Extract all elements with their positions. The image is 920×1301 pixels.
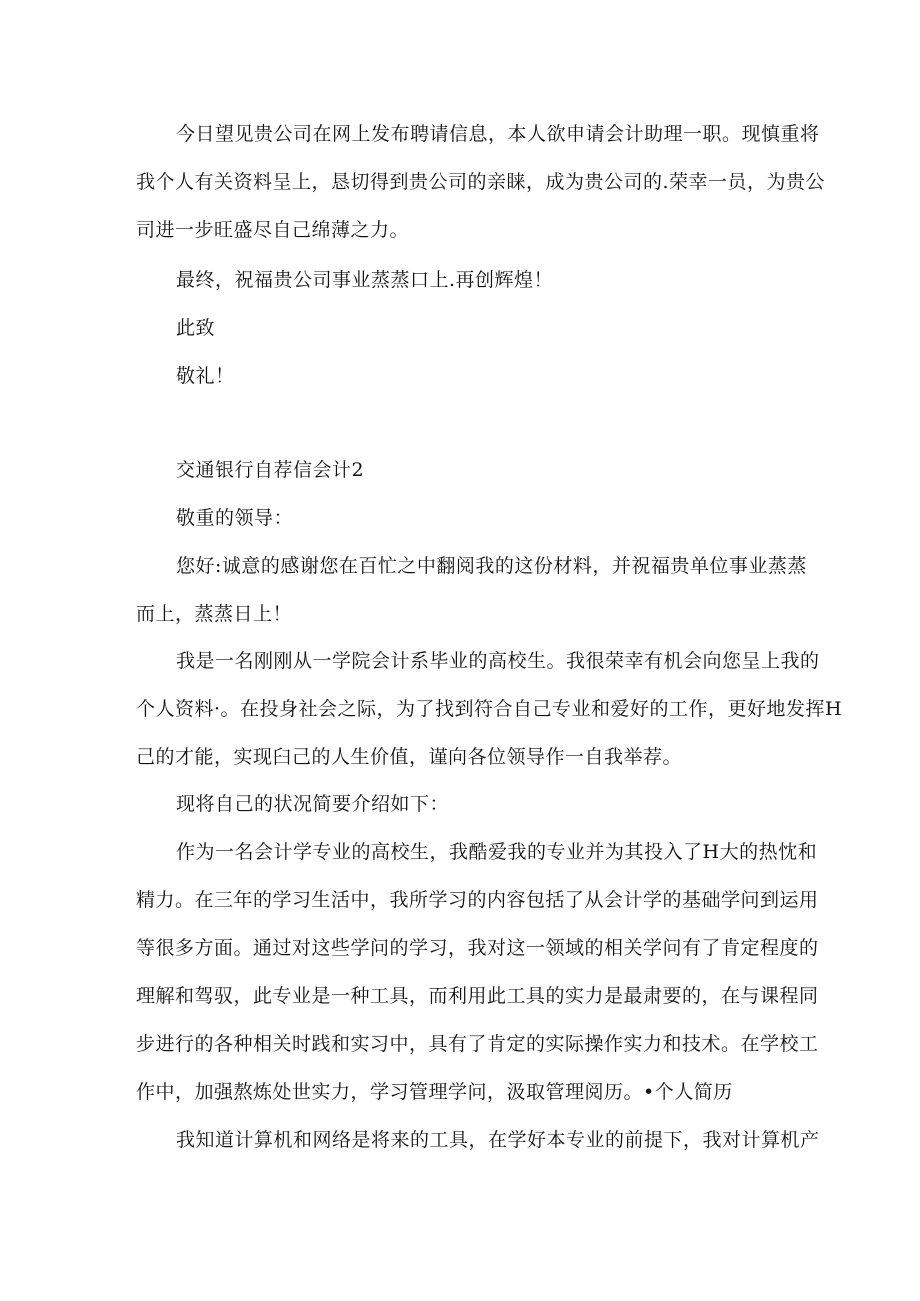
text-line: 个人资料·。在投身社会之际，为了找到符合自己专业和爱好的工作，更好地发挥H	[136, 698, 843, 720]
text-line: 作中，加强熬炼处世实力，学习管理学问，汲取管理阅历。•个人简历	[136, 1081, 733, 1103]
text-line: 作为一名会计学专业的高校生，我酷爱我的专业并为其投入了H大的热忱和	[176, 841, 818, 863]
text-line: 己的才能，实现臼己的人生价值，谨向各位领导作一自我举荐。	[136, 746, 683, 768]
text-line: 我个人有关资料呈上，恳切得到贵公司的亲睐，成为贵公司的.荣幸一员，为贵公	[136, 171, 826, 193]
paragraph-situation-intro: 现将自己的状况简要介绍如下：	[176, 793, 450, 815]
greeting: 敬重的领导：	[176, 507, 294, 529]
closing-wish: 最终，祝福贵公司事业蒸蒸口上.再创辉煌！	[176, 269, 554, 291]
text-line: 我知道计算机和网络是将来的工具，在学好本专业的前提下，我对计算机产	[176, 1129, 820, 1151]
text-line: 等很多方面。通过对这些学问的学习，我对这一领域的相关学问有了肯定程度的	[136, 937, 819, 959]
text-line: 我是一名刚刚从一学院会计系毕业的高校生。我很荣幸有机会向您呈上我的	[176, 650, 820, 672]
text-line: 司进一步旺盛尽自己绵薄之力。	[136, 219, 410, 241]
paragraph-computer-skills	[136, 1116, 820, 1164]
paragraph-self-introduction	[136, 637, 843, 781]
paragraph-studies	[136, 828, 819, 1116]
section-title: 交通银行自荐信会计2	[176, 459, 365, 481]
text-line: 步进行的各种相关时践和实习中，具有了肯定的实际操作实力和技术。在学校工	[136, 1033, 819, 1055]
text-line: 今日望见贵公司在网上发布聘请信息，本人欲申请会计助理一职。现慎重将	[176, 123, 820, 145]
paragraph-application-intent	[136, 110, 826, 254]
text-line: 精力。在三年的学习生活中，我所学习的内容包括了从会计学的基础学问到运用	[136, 889, 819, 911]
salutation-jingli: 敬礼！	[176, 365, 235, 387]
salutation-cizhi: 此致	[176, 317, 216, 339]
text-line: 而上，蒸蒸日上！	[136, 603, 293, 625]
text-line: 理解和驾驭，此专业是一种工具，而利用此工具的实力是最肃要的，在与课程同	[136, 985, 819, 1007]
text-line: 您好:诚意的感谢您在百忙之中翻阅我的这份材料，并祝福贵单位事业蒸蒸	[176, 555, 807, 577]
paragraph-thanks	[136, 542, 807, 638]
